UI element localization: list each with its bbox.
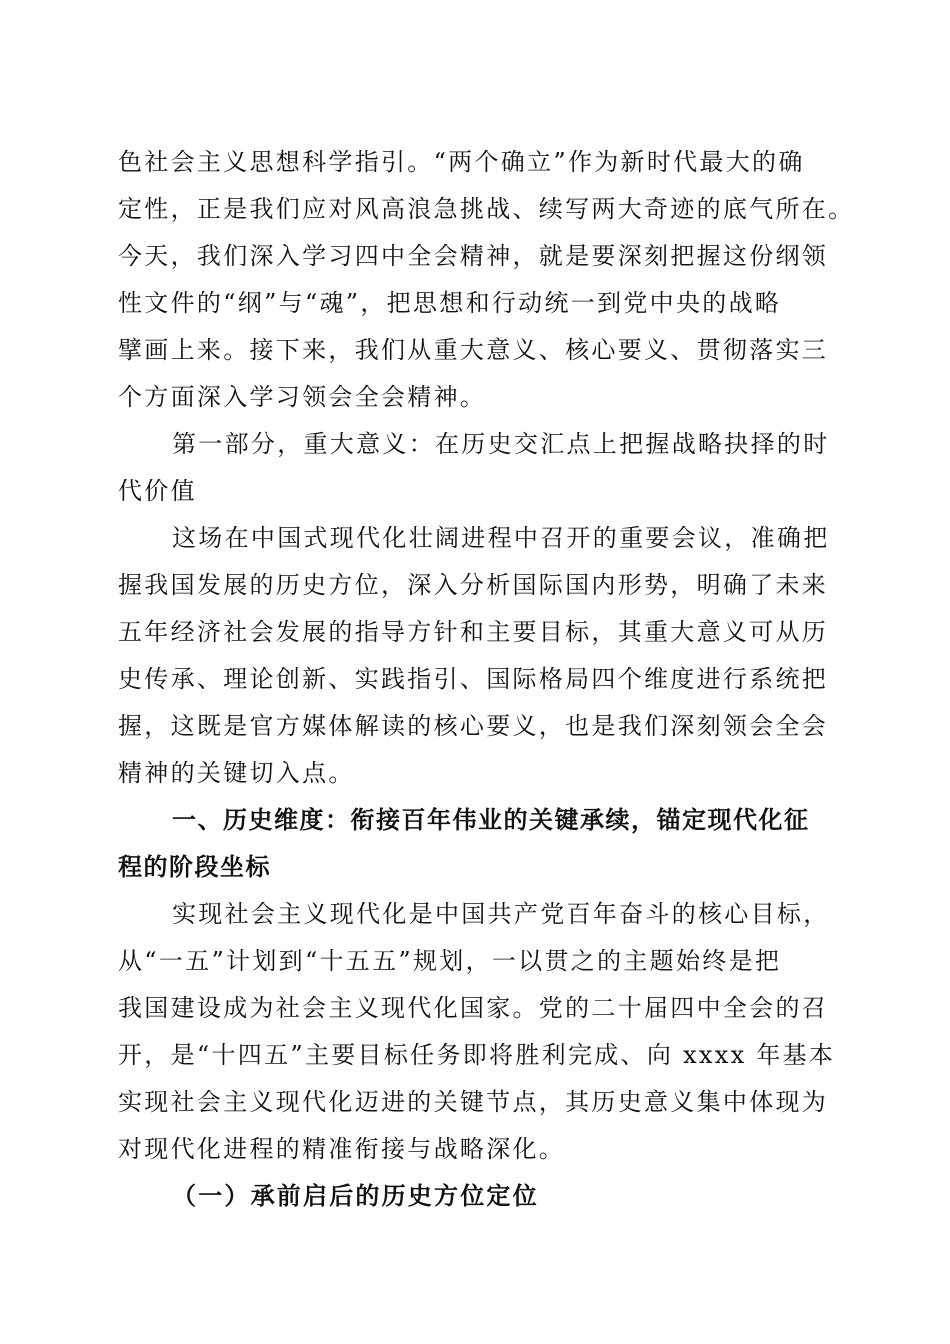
paragraph-line: 五年经济社会发展的指导方针和主要目标，其重大意义可从历 (118, 618, 829, 646)
paragraph-line: 这场在中国式现代化壮阔进程中召开的重要会议，准确把 (172, 524, 830, 552)
body-line: 色社会主义思想科学指引。“两个确立”作为新时代最大的确 (118, 148, 805, 176)
paragraph-line: 我国建设成为社会主义现代化国家。党的二十届四中全会的召 (118, 994, 829, 1022)
body-line: 擘画上来。接下来，我们从重大意义、核心要义、贯彻落实三 (118, 336, 829, 364)
paragraph-line: 握，这既是官方媒体解读的核心要义，也是我们深刻领会全会 (118, 712, 829, 740)
body-line: 性文件的“纲”与“魂”，把思想和行动统一到党中央的战略 (118, 289, 782, 317)
section-heading: 一、历史维度：衔接百年伟业的关键承续，锚定现代化征 (172, 806, 810, 834)
paragraph-line: 史传承、理论创新、实践指引、国际格局四个维度进行系统把 (118, 665, 829, 693)
subsection-heading: （一）承前启后的历史方位定位 (172, 1182, 539, 1210)
part-heading: 代价值 (118, 477, 197, 505)
body-line: 个方面深入学习领会全会精神。 (118, 383, 487, 411)
paragraph-line: 开，是“十四五”主要目标任务即将胜利完成、向 xxxx 年基本 (118, 1041, 836, 1069)
part-heading: 第一部分，重大意义：在历史交汇点上把握战略抉择的时 (172, 430, 830, 458)
body-line: 今天，我们深入学习四中全会精神，就是要深刻把握这份纲领 (118, 242, 829, 270)
paragraph-line: 从“一五”计划到“十五五”规划，一以贯之的主题始终是把 (118, 947, 782, 975)
body-line: 定性，正是我们应对风高浪急挑战、续写两大奇迹的底气所在。 (118, 195, 855, 223)
paragraph-line: 握我国发展的历史方位，深入分析国际国内形势，明确了未来 (118, 571, 829, 599)
paragraph-line: 实现社会主义现代化迈进的关键节点，其历史意义集中体现为 (118, 1088, 829, 1116)
paragraph-line: 精神的关键切入点。 (118, 759, 355, 787)
section-heading: 程的阶段坐标 (118, 853, 271, 881)
paragraph-line: 实现社会主义现代化是中国共产党百年奋斗的核心目标， (172, 900, 830, 928)
paragraph-line: 对现代化进程的精准衔接与战略深化。 (118, 1135, 566, 1163)
